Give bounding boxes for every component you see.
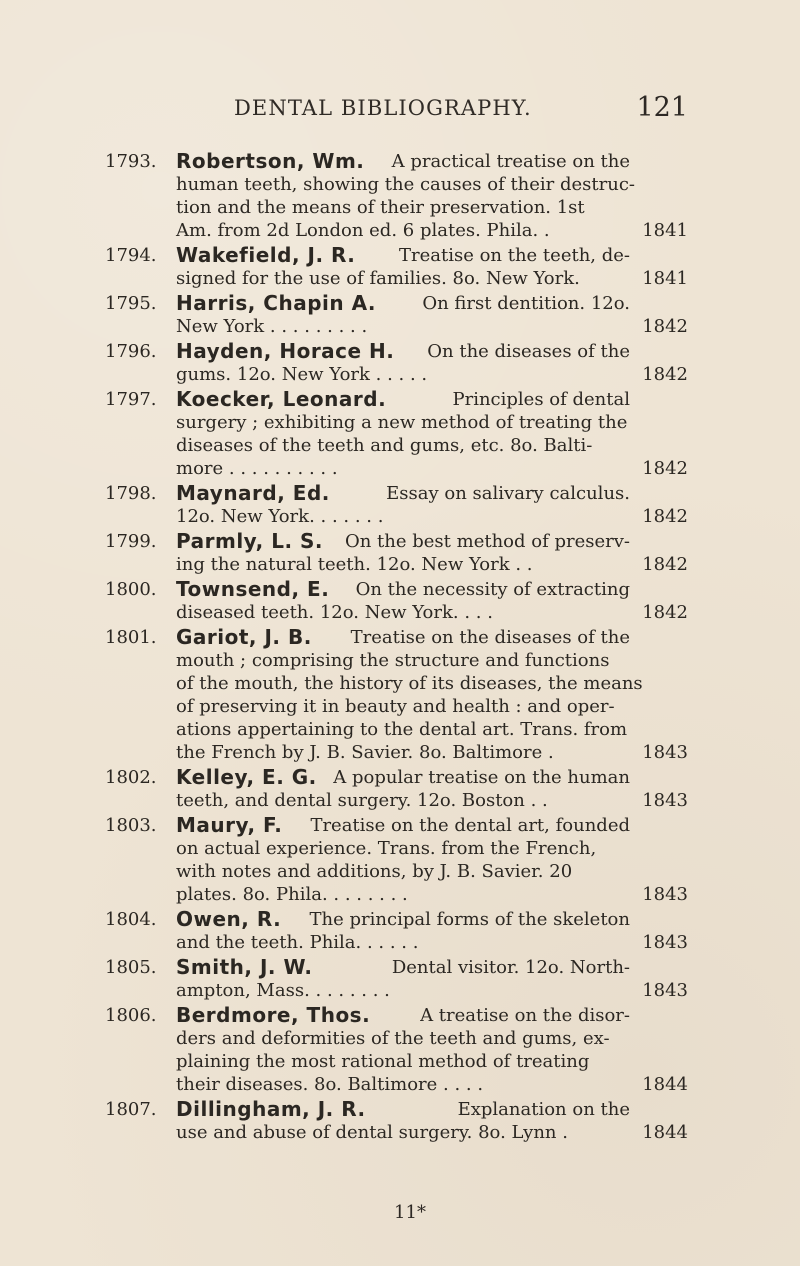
- entry-line-text: of the mouth, the history of its diseases, the means: [176, 673, 643, 694]
- entry-line-text: plates. 8o. Phila. . . . . . . .: [176, 884, 408, 905]
- entry-body: [176, 244, 630, 290]
- entry-number: 1797.: [105, 389, 157, 410]
- bibliography-entry: [0, 908, 800, 954]
- entry-line: [176, 363, 630, 386]
- entry-year: 1842: [642, 458, 688, 479]
- entry-line: [176, 553, 630, 576]
- entry-author: Kelley, E. G.: [176, 765, 317, 789]
- entry-line: [176, 173, 636, 196]
- entry-line: [176, 931, 630, 954]
- entry-body: [176, 814, 630, 906]
- entry-number: 1804.: [105, 909, 157, 930]
- entry-line: [176, 340, 630, 363]
- entry-number: 1807.: [105, 1099, 157, 1120]
- entry-line: [176, 150, 630, 173]
- entry-line: [176, 789, 630, 812]
- entry-line-text: Treatise on the dental art, founded: [310, 815, 630, 836]
- entry-line: [176, 292, 630, 315]
- bibliography-entry: [0, 578, 800, 624]
- entry-line-text: On the diseases of the: [427, 341, 630, 362]
- entry-line-text: A popular treatise on the human: [333, 767, 630, 788]
- entry-line-text: On the necessity of extracting: [355, 579, 630, 600]
- entry-number: 1794.: [105, 245, 157, 266]
- entry-line-text: on actual experience. Trans. from the French,: [176, 838, 597, 859]
- bibliography-entry: [0, 626, 800, 764]
- entry-line: [176, 1098, 630, 1121]
- entry-line: [176, 649, 630, 672]
- bibliography-entries: [0, 150, 800, 1146]
- bibliography-entry: [0, 244, 800, 290]
- entry-year: 1842: [642, 506, 688, 527]
- entry-line: [176, 883, 630, 906]
- entry-number: 1803.: [105, 815, 157, 836]
- entry-author: Gariot, J. B.: [176, 625, 312, 649]
- entry-line-text: ing the natural teeth. 12o. New York . .: [176, 554, 533, 575]
- entry-body: [176, 908, 630, 954]
- entry-line: [176, 908, 630, 931]
- entry-number: 1802.: [105, 767, 157, 788]
- entry-line-text: Dental visitor. 12o. North-: [391, 957, 630, 978]
- entry-line: [176, 695, 630, 718]
- entry-body: [176, 1004, 630, 1096]
- entry-author: Owen, R.: [176, 907, 282, 931]
- entry-year: 1843: [642, 884, 688, 905]
- entry-line-text: ations appertaining to the dental art. Trans. from: [176, 719, 628, 740]
- entry-line: [176, 741, 630, 764]
- entry-author: Wakefield, J. R.: [176, 243, 356, 267]
- entry-line: [176, 766, 630, 789]
- entry-line-text: use and abuse of dental surgery. 8o. Lynn .: [176, 1122, 568, 1143]
- bibliography-entry: [0, 956, 800, 1002]
- entry-line-text: gums. 12o. New York . . . . .: [176, 364, 428, 385]
- entry-line: [176, 578, 630, 601]
- entry-line: [176, 219, 630, 242]
- entry-line-text: more . . . . . . . . . .: [176, 458, 338, 479]
- entry-author: Smith, J. W.: [176, 955, 313, 979]
- entry-body: [176, 340, 630, 386]
- bibliography-entry: [0, 1004, 800, 1096]
- entry-author: Koecker, Leonard.: [176, 387, 387, 411]
- entry-line: [176, 315, 630, 338]
- entry-line: [176, 434, 630, 457]
- entry-line: [176, 482, 630, 505]
- entry-number: 1796.: [105, 341, 157, 362]
- entry-line-text: human teeth, showing the causes of their destruc-: [176, 174, 636, 195]
- page-number: 121: [636, 92, 688, 123]
- entry-line-text: New York . . . . . . . . .: [176, 316, 368, 337]
- entry-line: [176, 530, 630, 553]
- entry-line-text: Am. from 2d London ed. 6 plates. Phila. .: [176, 220, 550, 241]
- entry-line-text: with notes and additions, by J. B. Savier. 20: [176, 861, 573, 882]
- entry-line: [176, 860, 630, 883]
- entry-number: 1801.: [105, 627, 157, 648]
- entry-line-text: A treatise on the disor-: [420, 1005, 630, 1026]
- entry-line-text: Treatise on the diseases of the: [350, 627, 630, 648]
- entry-line: [176, 196, 630, 219]
- entry-line-text: Essay on salivary calculus.: [386, 483, 630, 504]
- entry-line: [176, 814, 630, 837]
- entry-number: 1793.: [105, 151, 157, 172]
- bibliography-entry: [0, 530, 800, 576]
- entry-line-text: Treatise on the teeth, de-: [398, 245, 630, 266]
- entry-number: 1800.: [105, 579, 157, 600]
- bibliography-entry: [0, 388, 800, 480]
- entry-body: [176, 149, 636, 242]
- entry-year: 1841: [642, 268, 688, 289]
- entry-body: [176, 625, 643, 764]
- entry-author: Harris, Chapin A.: [176, 291, 377, 315]
- entry-line-text: of preserving it in beauty and health : and oper-: [176, 696, 615, 717]
- entry-line-text: ders and deformities of the teeth and gums, ex-: [176, 1028, 610, 1049]
- entry-line-text: A practical treatise on the: [391, 151, 630, 172]
- entry-year: 1844: [642, 1074, 688, 1095]
- entry-year: 1842: [642, 316, 688, 337]
- page-header: [0, 92, 800, 132]
- entry-line: [176, 1121, 630, 1144]
- entry-line: [176, 244, 630, 267]
- entry-line-text: their diseases. 8o. Baltimore . . . .: [176, 1074, 484, 1095]
- entry-year: 1842: [642, 554, 688, 575]
- entry-author: Dillingham, J. R.: [176, 1097, 366, 1121]
- entry-author: Hayden, Horace H.: [176, 339, 395, 363]
- entry-year: 1843: [642, 790, 688, 811]
- entry-line: [176, 1004, 630, 1027]
- entry-number: 1798.: [105, 483, 157, 504]
- entry-line-text: On the best method of preserv-: [344, 531, 630, 552]
- bibliography-entry: [0, 1098, 800, 1144]
- entry-line-text: 12o. New York. . . . . . .: [176, 506, 384, 527]
- entry-line: [176, 457, 630, 480]
- entry-line: [176, 1073, 630, 1096]
- entry-line-text: mouth ; comprising the structure and functions: [176, 650, 610, 671]
- entry-line-text: Principles of dental: [452, 389, 630, 410]
- entry-body: [176, 956, 630, 1002]
- entry-body: [176, 530, 630, 576]
- entry-line-text: Explanation on the: [457, 1099, 630, 1120]
- entry-line: [176, 267, 630, 290]
- entry-line: [176, 718, 630, 741]
- entry-author: Robertson, Wm.: [176, 149, 365, 173]
- entry-line: [176, 979, 630, 1002]
- entry-line-text: ampton, Mass. . . . . . . .: [176, 980, 390, 1001]
- running-head: DENTAL BIBLIOGRAPHY.: [234, 96, 532, 120]
- entry-line-text: diseased teeth. 12o. New York. . . .: [176, 602, 493, 623]
- entry-number: 1799.: [105, 531, 157, 552]
- entry-body: [176, 766, 630, 812]
- entry-year: 1841: [642, 220, 688, 241]
- entry-year: 1844: [642, 1122, 688, 1143]
- entry-line: [176, 1050, 630, 1073]
- entry-author: Townsend, E.: [176, 577, 330, 601]
- entry-line-text: tion and the means of their preservation. 1st: [176, 197, 585, 218]
- entry-body: [176, 292, 630, 338]
- entry-year: 1843: [642, 980, 688, 1001]
- entry-year: 1843: [642, 742, 688, 763]
- entry-line: [176, 672, 643, 695]
- entry-line-text: signed for the use of families. 8o. New York.: [176, 268, 580, 289]
- entry-year: 1842: [642, 364, 688, 385]
- entry-line-text: plaining the most rational method of treating: [176, 1051, 590, 1072]
- bibliography-entry: [0, 292, 800, 338]
- entry-line-text: teeth, and dental surgery. 12o. Boston . .: [176, 790, 548, 811]
- entry-author: Maury, F.: [176, 813, 283, 837]
- entry-line-text: diseases of the teeth and gums, etc. 8o. Balti-: [176, 435, 593, 456]
- entry-year: 1842: [642, 602, 688, 623]
- entry-line: [176, 837, 630, 860]
- bibliography-entry: [0, 814, 800, 906]
- entry-author: Maynard, Ed.: [176, 481, 330, 505]
- entry-body: [176, 388, 630, 480]
- bibliography-entry: [0, 150, 800, 242]
- entry-line: [176, 505, 630, 528]
- entry-line-text: the French by J. B. Savier. 8o. Baltimore .: [176, 742, 554, 763]
- entry-line: [176, 411, 630, 434]
- entry-year: 1843: [642, 932, 688, 953]
- entry-line: [176, 1027, 630, 1050]
- entry-line-text: The principal forms of the skeleton: [309, 909, 630, 930]
- bibliography-entry: [0, 766, 800, 812]
- entry-author: Berdmore, Thos.: [176, 1003, 371, 1027]
- entry-number: 1805.: [105, 957, 157, 978]
- entry-author: Parmly, L. S.: [176, 529, 324, 553]
- entry-line-text: surgery ; exhibiting a new method of treating the: [176, 412, 628, 433]
- entry-line-text: and the teeth. Phila. . . . . .: [176, 932, 419, 953]
- entry-line: [176, 956, 630, 979]
- entry-line: [176, 601, 630, 624]
- entry-line-text: On first dentition. 12o.: [422, 293, 630, 314]
- entry-number: 1795.: [105, 293, 157, 314]
- entry-body: [176, 482, 630, 528]
- entry-line: [176, 388, 630, 411]
- entry-body: [176, 1098, 630, 1144]
- entry-line: [176, 626, 630, 649]
- bibliography-entry: [0, 340, 800, 386]
- signature-mark: 11*: [394, 1202, 426, 1223]
- entry-number: 1806.: [105, 1005, 157, 1026]
- entry-body: [176, 578, 630, 624]
- bibliography-entry: [0, 482, 800, 528]
